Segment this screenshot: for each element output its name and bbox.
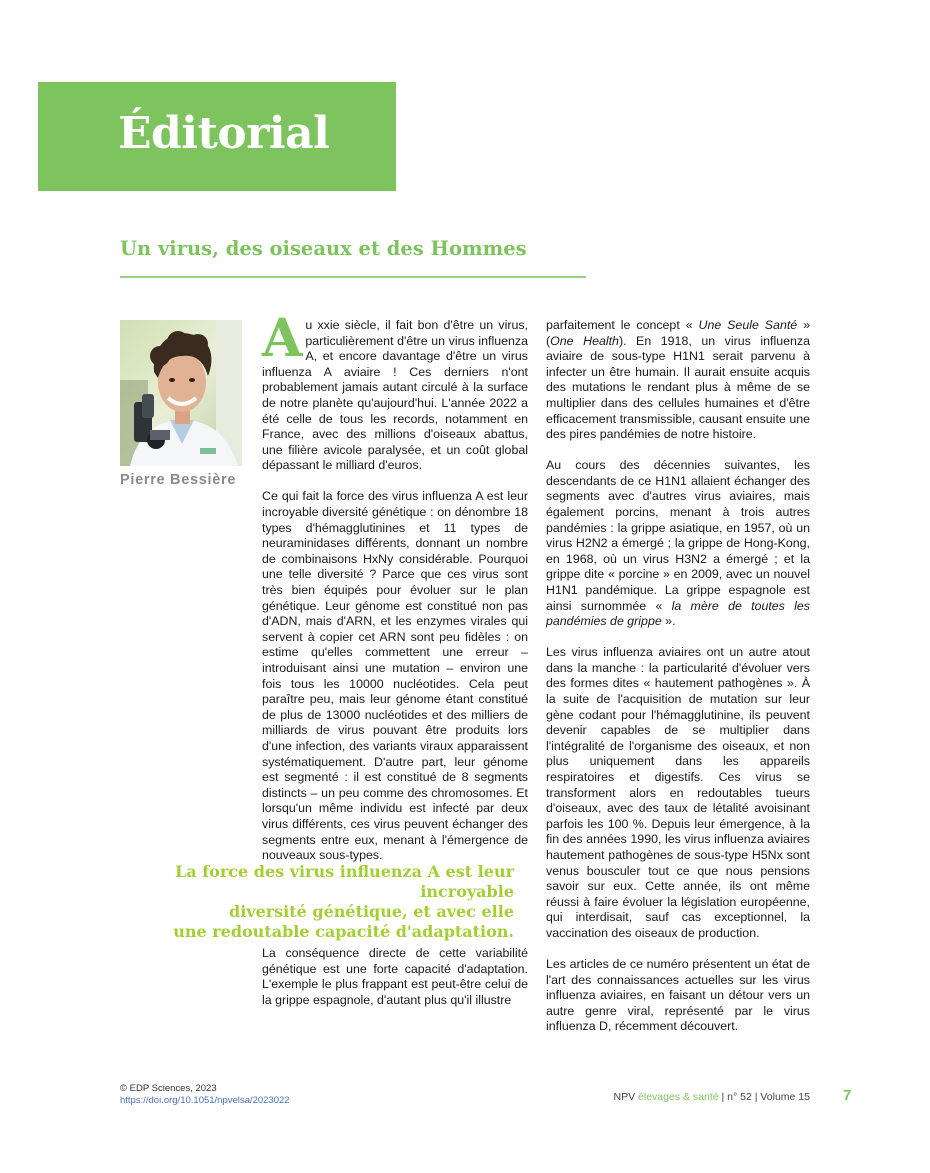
pull-quote-line-2: diversité génétique, et avec elle xyxy=(229,902,514,921)
journal-reference xyxy=(614,1091,810,1103)
intro-paragraph xyxy=(262,308,528,474)
article-column-1 xyxy=(262,308,528,879)
page-number: 7 xyxy=(843,1087,852,1104)
paragraph-6: Les virus influenza aviaires ont un autre atout dans la manche : la particularité d'évoluer vers des formes dites « hautement pathogènes ». À la suite de l'acquisition de mutation sur leur gène codant pour l'hémagglutinine, ils peuvent devenir capables de se multiplier dans l'intégralité de l'organisme des oiseaux, et non plus uniquement dans les appareils respiratoires et digestifs. Ces virus se transforment alors en redoutables tueurs d'oiseaux, avec des taux de létalité avoisinant parfois les 100 %. Depuis leur émergence, à la fin des années 1990, les virus influenza aviaires hautement pathogènes de sous-type H5Nx sont venus bousculer tout ce que nous pensions savoir sur eux. Cette année, ils ont même réussi à faire évoluer la législation européenne, qui interdisait, sauf cas exceptionnel, la vaccination des oiseaux de production. xyxy=(546,645,810,940)
editorial-banner xyxy=(38,82,396,191)
article-column-1-bottom xyxy=(262,946,528,1024)
paragraph-3: La conséquence directe de cette variabilité génétique est une forte capacité d'adaptation. L'exemple le plus frappant est peut-être celui de la grippe espagnole, d'autant plus qu'il illustre xyxy=(262,946,528,1007)
copyright-text: © EDP Sciences, 2023 xyxy=(120,1083,217,1094)
footer-copyright-block xyxy=(120,1083,290,1107)
article-column-2 xyxy=(546,318,810,1051)
pull-quote xyxy=(114,862,514,942)
p5-emphasis: la mère de toutes les pandémies de grippe xyxy=(546,598,810,629)
p4-text-b: » ( xyxy=(546,318,810,348)
pull-quote-line-1: La force des virus influenza A est leur incroyable xyxy=(175,862,514,901)
p4-text-a: parfaitement le concept « xyxy=(546,318,699,332)
pull-quote-line-3: une redoutable capacité d'adaptation. xyxy=(173,922,514,941)
paragraph-7: Les articles de ce numéro présentent un état de l'art des connaissances actuelles sur les virus influenza aviaires, en faisant un détour vers un autre genre viral, représenté par le virus influenza D, récemment découvert. xyxy=(546,957,810,1034)
intro-text: u xxie siècle, il fait bon d'être un virus, particulièrement d'être un virus influenza A, et encore davantage d'être un virus influenza A aviaire ! Ces derniers n'ont probablement jamais autant circulé à la surface de notre planète qu'aujourd'hui. L'année 2022 a été celle de tous les records, notamment en France, avec des millions d'oiseaux abattus, une filière avicole paralysée, et un coût global dépassant le milliard d'euros. xyxy=(262,318,528,473)
article-title: Un virus, des oiseaux et des Hommes xyxy=(120,237,527,260)
p5-text-b: ». xyxy=(661,614,676,629)
paragraph-2: Ce qui fait la force des virus influenza A est leur incroyable diversité génétique : on dénombre 18 types d'hémagglutinines et 11 types de neuraminidases différents, donnant un nombre de combinaisons HxNy considérable. Pourquoi une telle diversité ? Parce que ces virus sont très bien équipés pour évoluer sur le plan génétique. Leur génome est constitué non pas d'ADN, mais d'ARN, et les enzymes virales qui servent à copier cet ARN sont peu fidèles : on estime qu'elles commettent une erreur – introduisant ainsi une mutation – environ une fois tous les 10000 nucléotides. Cela peut paraître peu, mais leur génome étant constitué de plus de 13000 nucléotides et des milliers de milliards de virus pouvant être produits lors d'une infection, des variants viraux apparaissent systématiquement. D'autre part, leur génome est segmenté : il est constitué de 8 segments distincts – un peu comme des chromosomes. Et lorsqu'un même individu est infecté par deux virus différents, ces virus peuvent échanger des segments entre eux, menant à l'émergence de nouveaux sous-types. xyxy=(262,489,528,863)
issue-info: | n° 52 | Volume 15 xyxy=(718,1091,810,1103)
paragraph-5 xyxy=(546,458,810,630)
author-photo xyxy=(120,320,242,466)
p4-emphasis-1: Une Seule Santé xyxy=(698,318,798,332)
author-name: Pierre Bessière xyxy=(120,472,237,488)
p4-text-c: ). En 1918, un virus influenza aviaire de sous-type H1N1 serait parvenu à infecter un être humain. Il aurait ensuite acquis des mutations le rendant plus à même de se multiplier dans des cellules humaines et d'être efficacement transmissible, causant ensuite une des pires pandémies de notre histoire. xyxy=(546,333,810,442)
drop-cap: A xyxy=(262,308,303,369)
title-underline xyxy=(120,276,586,278)
p5-text-a: Au cours des décennies suivantes, les descendants de ce H1N1 allaient échanger des segments avec d'autres virus aviaires, mais également porcins, menant à trois autres pandémies : la grippe asiatique, en 1957, où un virus H2N2 a émergé ; la grippe de Hong-Kong, en 1968, où un virus H3N2 a émergé ; et la grippe dite « porcine » en 2009, avec un nouvel H1N1 pandémique. La grippe espagnole est ainsi surnommée « xyxy=(546,458,810,613)
banner-title: Éditorial xyxy=(118,108,330,159)
doi-link[interactable]: https://doi.org/10.1051/npvelsa/2023022 xyxy=(120,1095,290,1106)
paragraph-4 xyxy=(546,318,810,443)
journal-name: élevages & santé xyxy=(638,1091,719,1103)
p4-emphasis-2: One Health xyxy=(550,333,619,348)
journal-npv: NPV xyxy=(613,1091,639,1103)
